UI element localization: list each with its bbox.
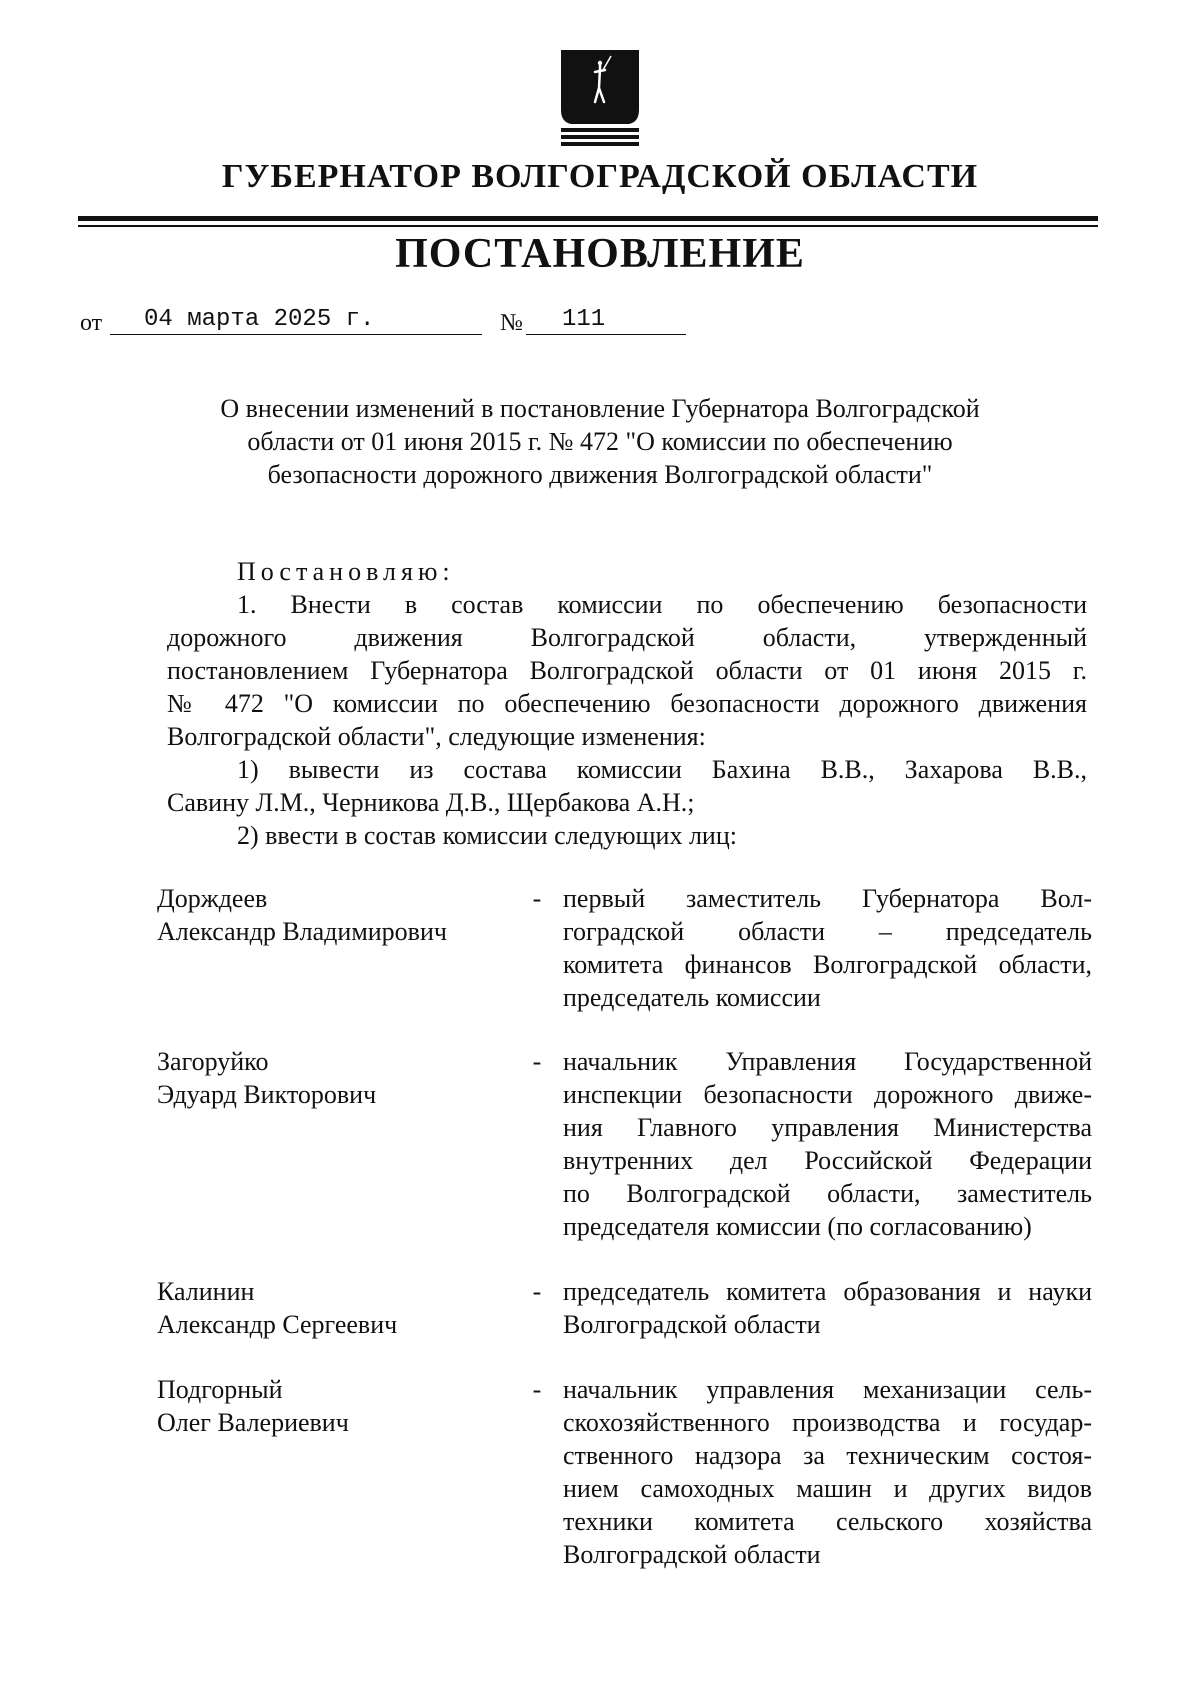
role-line: Волгоградской области — [563, 1540, 821, 1569]
member-given-name: Александр Сергеевич — [157, 1310, 398, 1339]
role-line: ственного надзора за техническим состоя- — [563, 1441, 1092, 1470]
member-role — [563, 1045, 1092, 1243]
role-line: председатель комиссии — [563, 983, 821, 1012]
role-line: председателя комиссии (по согласованию) — [563, 1212, 1032, 1241]
role-line: комитета финансов Волгоградской области, — [563, 950, 1092, 979]
subject-line: области от 01 июня 2015 г. № 472 "О комиссии по обеспечению — [247, 427, 953, 456]
role-line: внутренних дел Российской Федерации — [563, 1146, 1092, 1175]
member-role — [563, 1275, 1092, 1341]
member-surname: Подгорный — [157, 1375, 283, 1404]
role-line: техники комитета сельского хозяйства — [563, 1507, 1092, 1536]
document-body — [167, 555, 1087, 852]
member-surname: Загоруйко — [157, 1047, 269, 1076]
subject-line: безопасности дорожного движения Волгоградской области" — [267, 460, 933, 489]
role-line: Волгоградской области — [563, 1310, 821, 1339]
header-rule-thin — [78, 225, 1098, 227]
number-label: № — [500, 310, 523, 336]
role-line: первый заместитель Губернатора Вол- — [563, 884, 1092, 913]
member-name — [157, 1045, 517, 1111]
role-line: по Волгоградской области, заместитель — [563, 1179, 1092, 1208]
member-dash: - — [532, 884, 542, 913]
paragraph-1-line: 1. Внести в состав комиссии по обеспечению безопасности — [237, 590, 1087, 619]
volgograd-coat-of-arms-icon — [559, 48, 641, 148]
date-value: 04 марта 2025 г. — [144, 306, 375, 333]
number-field — [526, 306, 686, 335]
issuing-authority: ГУБЕРНАТОР ВОЛГОГРАДСКОЙ ОБЛАСТИ — [221, 158, 979, 195]
subject-line: О внесении изменений в постановление Губернатора Волгоградской — [220, 394, 980, 423]
number-value: 111 — [562, 306, 606, 333]
member-surname: Дорждеев — [157, 884, 268, 913]
header-rule-thick — [78, 216, 1098, 221]
role-line: нием самоходных машин и других видов — [563, 1474, 1092, 1503]
member-given-name: Александр Владимирович — [157, 917, 447, 946]
document-subject — [150, 392, 1050, 491]
role-line: инспекции безопасности дорожного движе- — [563, 1080, 1092, 1109]
role-line: гоградской области – председатель — [563, 917, 1092, 946]
member-given-name: Олег Валериевич — [157, 1408, 349, 1437]
member-surname: Калинин — [157, 1277, 255, 1306]
role-line: начальник управления механизации сель- — [563, 1375, 1092, 1404]
paragraph-1-line: Волгоградской области", следующие изменения: — [167, 722, 706, 751]
member-dash: - — [532, 1375, 542, 1404]
role-line: ния Главного управления Министерства — [563, 1113, 1092, 1142]
paragraph-2-line: Савину Л.М., Черникова Д.В., Щербакова А.Н.; — [167, 788, 695, 817]
member-name — [157, 882, 517, 948]
paragraph-1-line: дорожного движения Волгоградской области, утвержденный — [167, 623, 1087, 652]
member-given-name: Эдуард Викторович — [157, 1080, 377, 1109]
paragraph-1-line: № 472 "О комиссии по обеспечению безопасности дорожного движения — [167, 689, 1087, 718]
date-field — [110, 306, 482, 335]
member-role — [563, 882, 1092, 1014]
paragraph-2-line: 1) вывести из состава комиссии Бахина В.В., Захарова В.В., — [237, 755, 1087, 784]
date-from-label: от — [80, 310, 103, 336]
member-role — [563, 1373, 1092, 1571]
paragraph-3-line: 2) ввести в состав комиссии следующих лиц: — [237, 821, 737, 850]
member-dash: - — [532, 1277, 542, 1306]
member-name — [157, 1373, 517, 1439]
decree-word: Постановляю: — [237, 557, 455, 586]
member-name — [157, 1275, 517, 1341]
role-line: скохозяйственного производства и государ- — [563, 1408, 1092, 1437]
document-type-title: ПОСТАНОВЛЕНИЕ — [395, 231, 805, 277]
role-line: начальник Управления Государственной — [563, 1047, 1092, 1076]
paragraph-1-line: постановлением Губернатора Волгоградской области от 01 июня 2015 г. — [167, 656, 1087, 685]
member-dash: - — [532, 1047, 542, 1076]
role-line: председатель комитета образования и науки — [563, 1277, 1092, 1306]
